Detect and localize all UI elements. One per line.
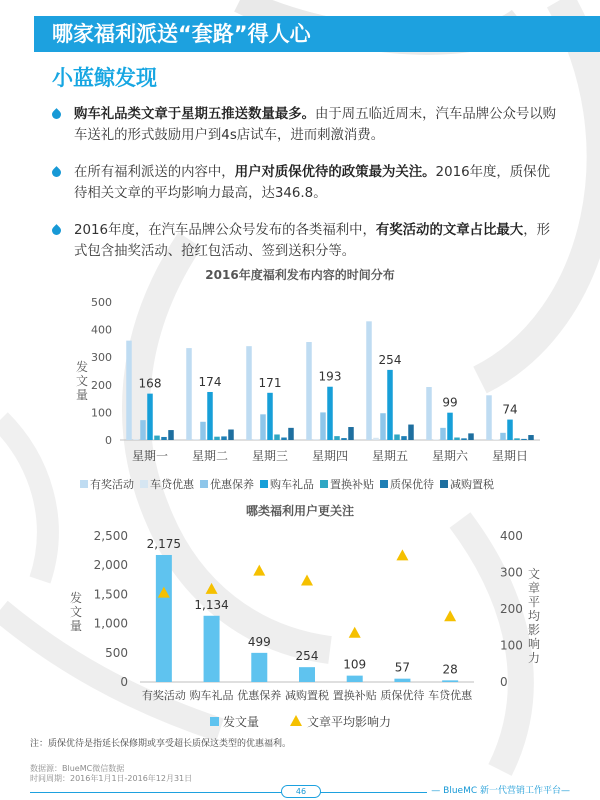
footnote: 注：质保优待是指延长保修期或享受超长质保这类型的优惠福利。 (30, 739, 292, 749)
y-axis-label (76, 359, 88, 402)
bar-有奖活动 (486, 395, 492, 440)
finding-bullet-3 (52, 220, 557, 262)
y2-axis-label-char: 响 (528, 637, 541, 651)
x-tick-label: 优惠保养 (237, 689, 282, 702)
bar-购车礼品 (387, 370, 393, 440)
triangle-marker-文章平均影响力 (349, 627, 361, 638)
bar-购车礼品 (507, 420, 513, 440)
chart-title: 哪类福利用户更关注 (245, 504, 355, 518)
bar-减购置税 (228, 430, 234, 440)
legend-swatch (210, 717, 219, 726)
legend-label: 文章平均影响力 (307, 715, 392, 729)
bar-有奖活动 (186, 348, 192, 440)
y-tick-label: 300 (91, 351, 112, 365)
legend-triangle-icon (290, 715, 302, 726)
bar-质保优待 (341, 438, 347, 440)
legend-swatch (200, 480, 208, 488)
weekday-distribution-chart (40, 262, 560, 496)
bar-data-label: 74 (502, 402, 518, 417)
y2-axis-label-char: 力 (528, 651, 541, 665)
bar-减购置税 (168, 430, 174, 440)
bullet-text (52, 104, 557, 146)
bar-置换补贴 (394, 434, 400, 440)
bar-data-label: 2,175 (146, 536, 182, 551)
chart-title: 2016年度福利发布内容的时间分布 (205, 268, 395, 282)
bar-发文量 (394, 679, 410, 682)
legend-swatch (440, 480, 448, 488)
bar-有奖活动 (426, 387, 432, 440)
y-axis-label-char: 量 (70, 619, 83, 633)
legend-swatch (320, 480, 328, 488)
x-tick-label: 质保优待 (380, 689, 425, 702)
bar-置换补贴 (514, 438, 520, 440)
bar-有奖活动 (126, 341, 132, 440)
y-tick-label: 2,500 (93, 529, 128, 543)
legend-label: 购车礼品 (270, 478, 314, 491)
user-attention-chart (40, 498, 560, 738)
x-tick-label: 星期二 (191, 449, 229, 463)
legend-label: 置换补贴 (330, 478, 374, 491)
bar-优惠保养 (320, 412, 326, 440)
bar-车贷优惠 (253, 439, 259, 440)
legend-label: 减购置税 (450, 478, 494, 491)
bullet-pre-text: 2016年度，在汽车品牌公众号发布的各类福利中， (74, 223, 376, 238)
bar-data-label: 254 (378, 352, 402, 367)
legend-swatch (260, 480, 268, 488)
bullet-bold-text: 有奖活动的文章占比最大 (375, 223, 524, 238)
bullet-pre-text: 在所有福利派送的内容中， (74, 165, 235, 180)
bullet-rest-text: ，形式包含抽奖活动、抢红包活动、签到送积分等。 (74, 223, 550, 259)
y2-axis-label-char: 文 (528, 567, 541, 581)
bar-优惠保养 (440, 428, 446, 440)
bar-发文量 (442, 680, 458, 682)
bar-优惠保养 (380, 413, 386, 440)
y-tick-label: 2,000 (93, 558, 128, 573)
legend-label: 质保优待 (390, 478, 434, 491)
bar-购车礼品 (447, 413, 453, 440)
legend-swatch (380, 480, 388, 488)
y-tick-label: 500 (105, 645, 128, 660)
bar-data-label: 499 (247, 634, 271, 649)
bullet-text (52, 162, 557, 204)
y-tick-label: 1,500 (93, 587, 128, 602)
y2-tick-label: 100 (500, 638, 523, 653)
bar-置换补贴 (214, 437, 220, 440)
bar-减购置税 (468, 433, 474, 440)
data-source: 数据源：BlueMC微信数据 (30, 764, 125, 773)
y2-axis-label-char: 均 (528, 609, 541, 623)
bullet-rest-text: 由于周五临近周末，汽车品牌公众号以购车送礼的形式鼓励用户到4s店试车，进而刺激消费。 (74, 107, 557, 143)
finding-bullet-1 (52, 104, 557, 146)
x-tick-label: 星期五 (371, 449, 409, 463)
page-number: 46 (281, 785, 321, 798)
bar-data-label: 174 (198, 374, 222, 389)
bar-优惠保养 (140, 420, 146, 440)
finding-bullet-2 (52, 162, 557, 204)
y-tick-label: 400 (91, 323, 112, 337)
y2-tick-label: 200 (500, 602, 523, 616)
x-tick-label: 星期六 (431, 449, 469, 463)
bullet-bold-text: 用户对质保优待的政策最为关注。 (234, 165, 436, 180)
bar-data-label: 1,134 (194, 597, 229, 612)
x-tick-label: 星期四 (311, 449, 349, 463)
section-title: 小蓝鲸发现 (52, 66, 157, 90)
bar-发文量 (156, 555, 172, 682)
y-tick-label: 500 (91, 296, 112, 309)
bar-data-label: 28 (442, 662, 458, 677)
x-tick-label: 购车礼品 (189, 689, 234, 702)
x-tick-label: 星期一 (131, 449, 169, 463)
bar-有奖活动 (366, 321, 372, 440)
bar-data-label: 168 (138, 376, 162, 391)
y2-axis-label-char: 章 (528, 581, 541, 595)
bar-发文量 (251, 653, 267, 682)
bullet-bold-text: 购车礼品类文章于星期五推送数量最多。 (74, 107, 316, 122)
bar-data-label: 171 (258, 375, 282, 390)
y-axis-label-char: 发 (70, 591, 83, 605)
y-axis-label (70, 590, 82, 633)
bar-置换补贴 (154, 436, 160, 440)
legend-label: 优惠保养 (210, 478, 254, 491)
x-tick-label: 减购置税 (285, 689, 329, 702)
bar-减购置税 (288, 428, 294, 440)
bar-置换补贴 (274, 434, 280, 440)
x-tick-label: 置换补贴 (332, 689, 377, 702)
bar-购车礼品 (207, 392, 213, 440)
y2-axis-label (528, 567, 540, 665)
legend-label: 有奖活动 (90, 478, 134, 491)
legend-label: 发文量 (223, 715, 260, 729)
bar-车贷优惠 (193, 439, 199, 440)
bar-优惠保养 (260, 414, 266, 440)
bar-减购置税 (528, 435, 534, 440)
y-axis-label-char: 量 (76, 388, 89, 402)
bar-车贷优惠 (493, 439, 499, 440)
bar-车贷优惠 (313, 439, 319, 440)
y2-axis-label-char: 影 (528, 623, 541, 637)
bar-data-label: 254 (295, 649, 319, 664)
x-tick-label: 星期日 (491, 449, 529, 463)
triangle-marker-文章平均影响力 (206, 583, 218, 594)
bar-优惠保养 (500, 433, 506, 440)
legend-label: 车贷优惠 (150, 478, 194, 491)
bar-质保优待 (401, 436, 407, 440)
y2-tick-label: 300 (500, 565, 523, 580)
bar-data-label: 57 (394, 660, 411, 675)
triangle-marker-文章平均影响力 (301, 575, 313, 586)
y-tick-label: 1,000 (93, 616, 128, 631)
bar-质保优待 (161, 437, 167, 440)
bar-置换补贴 (454, 438, 460, 440)
bar-质保优待 (221, 436, 227, 440)
bar-减购置税 (348, 427, 354, 440)
bullet-rest-text: 2016年度，质保优待相关文章的平均影响力最高，达346.8。 (74, 165, 550, 201)
legend-swatch (80, 480, 88, 488)
bar-有奖活动 (246, 346, 252, 440)
bar-优惠保养 (200, 422, 206, 440)
x-tick-label: 有奖活动 (141, 689, 186, 702)
y-axis-label-char: 发 (76, 360, 89, 374)
bar-置换补贴 (334, 436, 340, 440)
bar-质保优待 (521, 439, 527, 440)
bar-质保优待 (461, 438, 467, 440)
triangle-marker-文章平均影响力 (444, 610, 456, 621)
legend-swatch (140, 480, 148, 488)
y-tick-label: 200 (91, 378, 112, 392)
page-title: 哪家福利派送“套路”得人心 (52, 22, 311, 46)
y2-tick-label: 400 (500, 529, 523, 543)
y-tick-label: 0 (120, 675, 128, 689)
footer-brand: — BlueMC 新一代营销工作平台— (427, 784, 570, 798)
bar-质保优待 (281, 438, 287, 440)
bar-车贷优惠 (373, 438, 379, 440)
bar-购车礼品 (267, 393, 273, 440)
bar-data-label: 99 (442, 395, 458, 410)
bar-data-label: 193 (318, 369, 342, 384)
bar-车贷优惠 (433, 439, 439, 440)
x-tick-label: 星期三 (251, 449, 289, 463)
y-axis-label-char: 文 (76, 374, 89, 388)
x-tick-label: 车贷优惠 (428, 689, 473, 702)
bar-有奖活动 (306, 342, 312, 440)
y-tick-label: 100 (91, 406, 112, 420)
bullet-text (52, 220, 557, 262)
y2-tick-label: 0 (500, 675, 508, 689)
bar-data-label: 109 (343, 657, 367, 672)
bar-购车礼品 (327, 387, 333, 440)
y-tick-label: 0 (105, 434, 112, 447)
bar-购车礼品 (147, 394, 153, 440)
y2-axis-label-char: 平 (528, 595, 541, 609)
y-axis-label-char: 文 (70, 605, 83, 619)
bar-车贷优惠 (133, 439, 139, 440)
data-period: 时间周期：2016年1月1日-2016年12月31日 (30, 774, 193, 783)
bar-减购置税 (408, 425, 414, 440)
triangle-marker-文章平均影响力 (253, 565, 265, 576)
triangle-marker-文章平均影响力 (396, 549, 408, 560)
bar-发文量 (299, 667, 315, 682)
bar-发文量 (204, 616, 220, 682)
bar-发文量 (347, 676, 363, 682)
